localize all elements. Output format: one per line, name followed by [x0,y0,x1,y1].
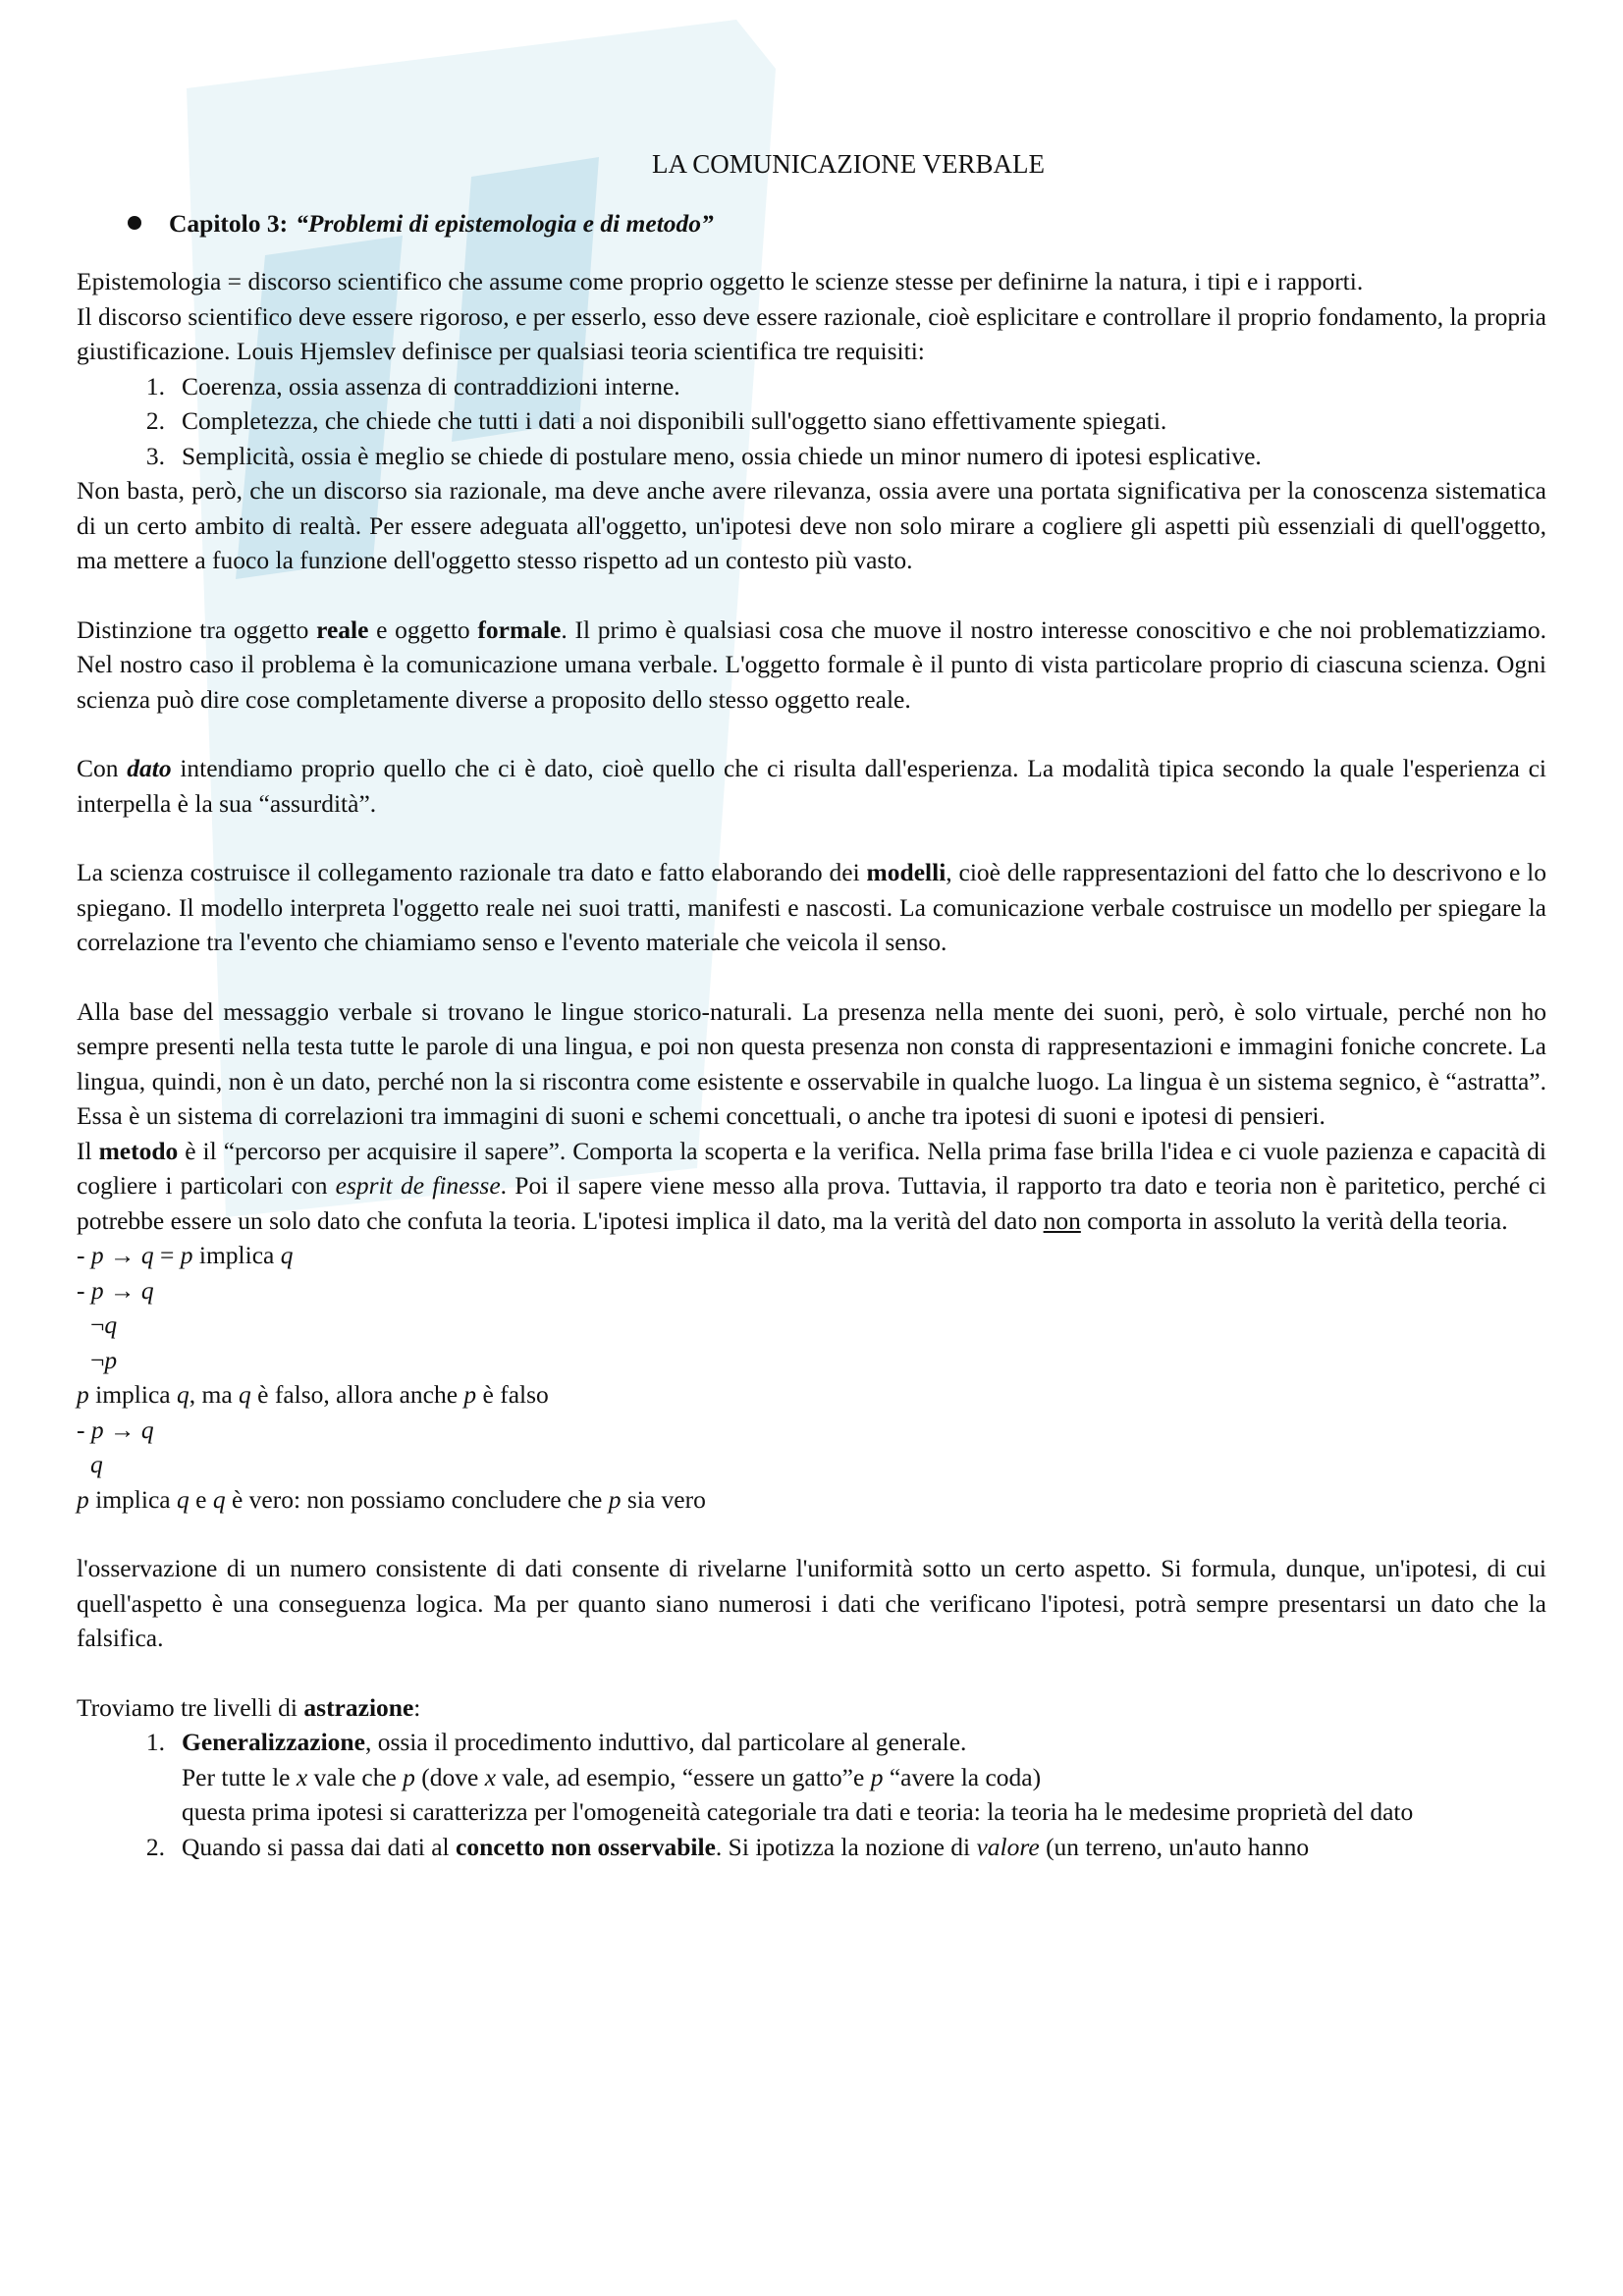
paragraph-models: La scienza costruisce il collegamento razionale tra dato e fatto elaborando dei modelli, cioè delle rappresentazioni del fatto che lo descrivono e lo spiegano. Il modello interpreta l'oggetto reale nei suoi tratti, manifesti e nascosti. La comunicazione verbale costruisce un modello per spiegare la correlazione tra l'evento che chiamiamo senso e l'evento materiale che veicola il senso. [77,858,1546,956]
chapter-heading [77,206,1546,241]
logic-line: ¬q [90,1310,118,1339]
bullet-icon [128,216,141,230]
paragraph-languages: Alla base del messaggio verbale si trovano le lingue storico-naturali. La presenza nella mente dei suoni, però, è solo virtuale, perché non ho sempre presenti nella testa tutte le parole di una lingua, e poi non questa presenza non consta di rappresentazioni e immagini foniche concrete. La lingua, quindi, non è un dato, perché non la si riscontra come esistente e osservabile in qualche luogo. La lingua è un sistema segnico, è “astratta”. Essa è un sistema di correlazioni tra immagini di suoni e schemi concettuali, o anche tra ipotesi di suoni e ipotesi di pensieri. [77,996,1546,1130]
list-item: 2. Completezza, che chiede che tutti i dati a noi disponibili sull'oggetto siano effettivamente spiegati. [145,406,1167,435]
paragraph-method: Il metodo è il “percorso per acquisire il sapere”. Comporta la scoperta e la verifica. Nella prima fase brilla l'idea e ci vuole pazienza e capacità di cogliere i particolari con esprit de finesse. Poi il sapere viene messo alla prova. Tuttavia, il rapporto tra dato e teoria non è paritetico, perché ci potrebbe essere un solo dato che confuta la teoria. L'ipotesi implica il dato, ma la verità del dato non comporta in assoluto la verità della teoria. [77,1136,1547,1235]
logic-line: - p → q = p implica q [77,1241,294,1269]
document-page [77,147,1546,1864]
logic-line: ¬p [90,1345,118,1374]
logic-line: q [90,1450,103,1478]
paragraph-dato: Con dato intendiamo proprio quello che ci è dato, cioè quello che ci risulta dall'esperienza. La modalità tipica secondo la quale l'esperienza ci interpella è la sua “assurdità”. [77,754,1546,818]
abstraction-levels-list [77,1725,1546,1864]
chapter-label: Capitolo 3: [169,208,289,238]
paragraph-observation: l'osservazione di un numero consistente di dati consente di rivelarne l'uniformità sotto un certo aspetto. Si formula, dunque, un'ipotesi, di cui quell'aspetto è una conseguenza logica. Ma per quanto siano numerosi i dati che verificano l'ipotesi, potrà sempre presentarsi un dato che la falsifica. [77,1554,1546,1652]
paragraph-abstraction: Troviamo tre livelli di astrazione: [77,1692,421,1722]
list-item: 3. Semplicità, ossia è meglio se chiede di postulare meno, ossia chiede un minor numero di ipotesi esplicative. [145,441,1262,470]
logic-line: - p → q [77,1415,154,1444]
logic-line: - p → q [77,1275,154,1305]
paragraph-object: Distinzione tra oggetto reale e oggetto formale. Il primo è qualsiasi cosa che muove il nostro interesse conoscitivo e che noi problematizziamo. Nel nostro caso il problema è la comunicazione umana verbale. L'oggetto formale è il punto di vista particolare proprio di ciascuna scienza. Ogni scienza può dire cose completamente diverse a proposito dello stesso oggetto reale. [77,614,1547,714]
list-item: 2. Quando si passa dai dati al concetto non osservabile. Si ipotizza la nozione di valore (un terreno, un'auto hanno [145,1832,1310,1861]
paragraph-relevance: Non basta, però, che un discorso sia razionale, ma deve anche avere rilevanza, ossia avere una portata significativa per la conoscenza sistematica di un certo ambito di realtà. Per essere adeguata all'oggetto, un'ipotesi deve non solo mirare a cogliere gli aspetti più essenziali di quell'oggetto, ma mettere a fuoco la funzione dell'oggetto stesso rispetto ad un contesto più vasto. [77,476,1546,574]
list-item: 1. Coerenza, ossia assenza di contraddizioni interne. [145,371,680,400]
list-item: 1. Generalizzazione, ossia il procedimento induttivo, dal particolare al generale. Per tutte le x vale che p (dove x vale, ad esempio, “essere un gatto”e p “avere la coda) questa prima ipotesi si caratterizza per l'omogeneità categoriale tra dati e teoria: la teoria ha le medesime proprietà del dato [145,1728,1414,1826]
paragraph-epistemology: Epistemologia = discorso scientifico che assume come proprio oggetto le scienze stesse per definirne la natura, i tipi e i rapporti. [77,267,1364,295]
logic-line: p implica q e q è vero: non possiamo concludere che p sia vero [77,1484,706,1514]
chapter-title: “Problemi di epistemologia e di metodo” [296,208,714,238]
logic-line: p implica q, ma q è falso, allora anche p è falso [77,1380,549,1409]
document-title: LA COMUNICAZIONE VERBALE [652,149,1045,179]
requisites-list [77,369,1546,474]
paragraph-scientific-discourse: Il discorso scientifico deve essere rigoroso, e per esserlo, esso deve essere razionale, cioè esplicitare e controllare il proprio fondamento, la propria giustificazione. Louis Hjemslev definisce per qualsiasi teoria scientifica tre requisiti: [77,301,1546,365]
